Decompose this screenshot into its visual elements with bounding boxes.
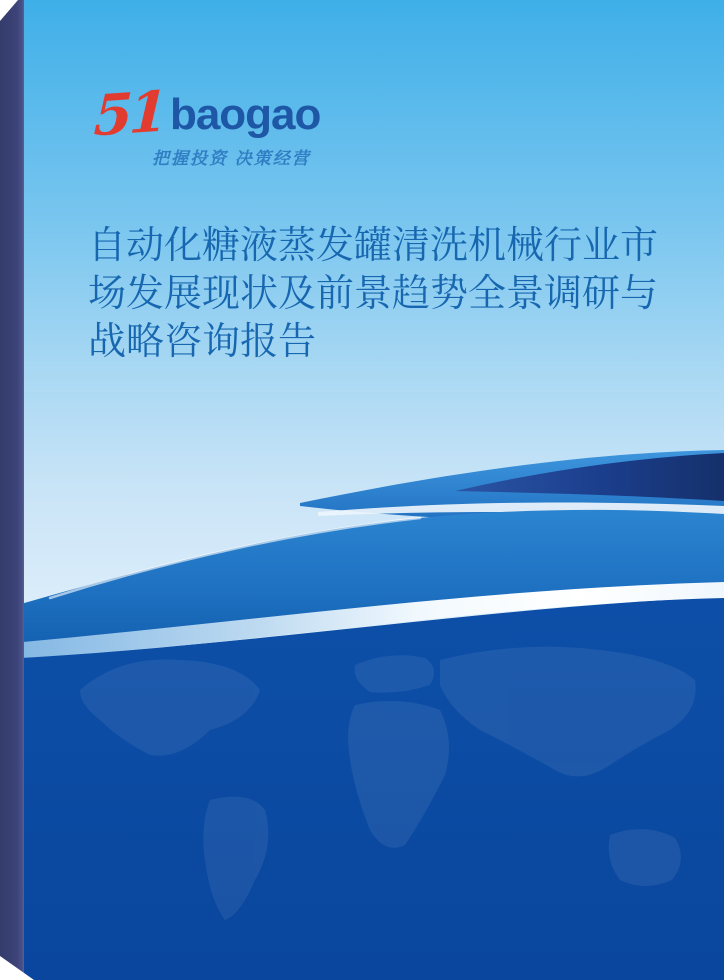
report-title: 自动化糖液蒸发罐清洗机械行业市场发展现状及前景趋势全景调研与战略咨询报告: [88, 225, 659, 363]
brand-logo: [92, 78, 321, 169]
logo-wordmark: baogao: [169, 90, 321, 139]
logo-51-mark: 51: [92, 78, 166, 150]
left-edge-bar: [0, 0, 24, 980]
logo-tagline: 把握投资 决策经营: [152, 149, 311, 168]
